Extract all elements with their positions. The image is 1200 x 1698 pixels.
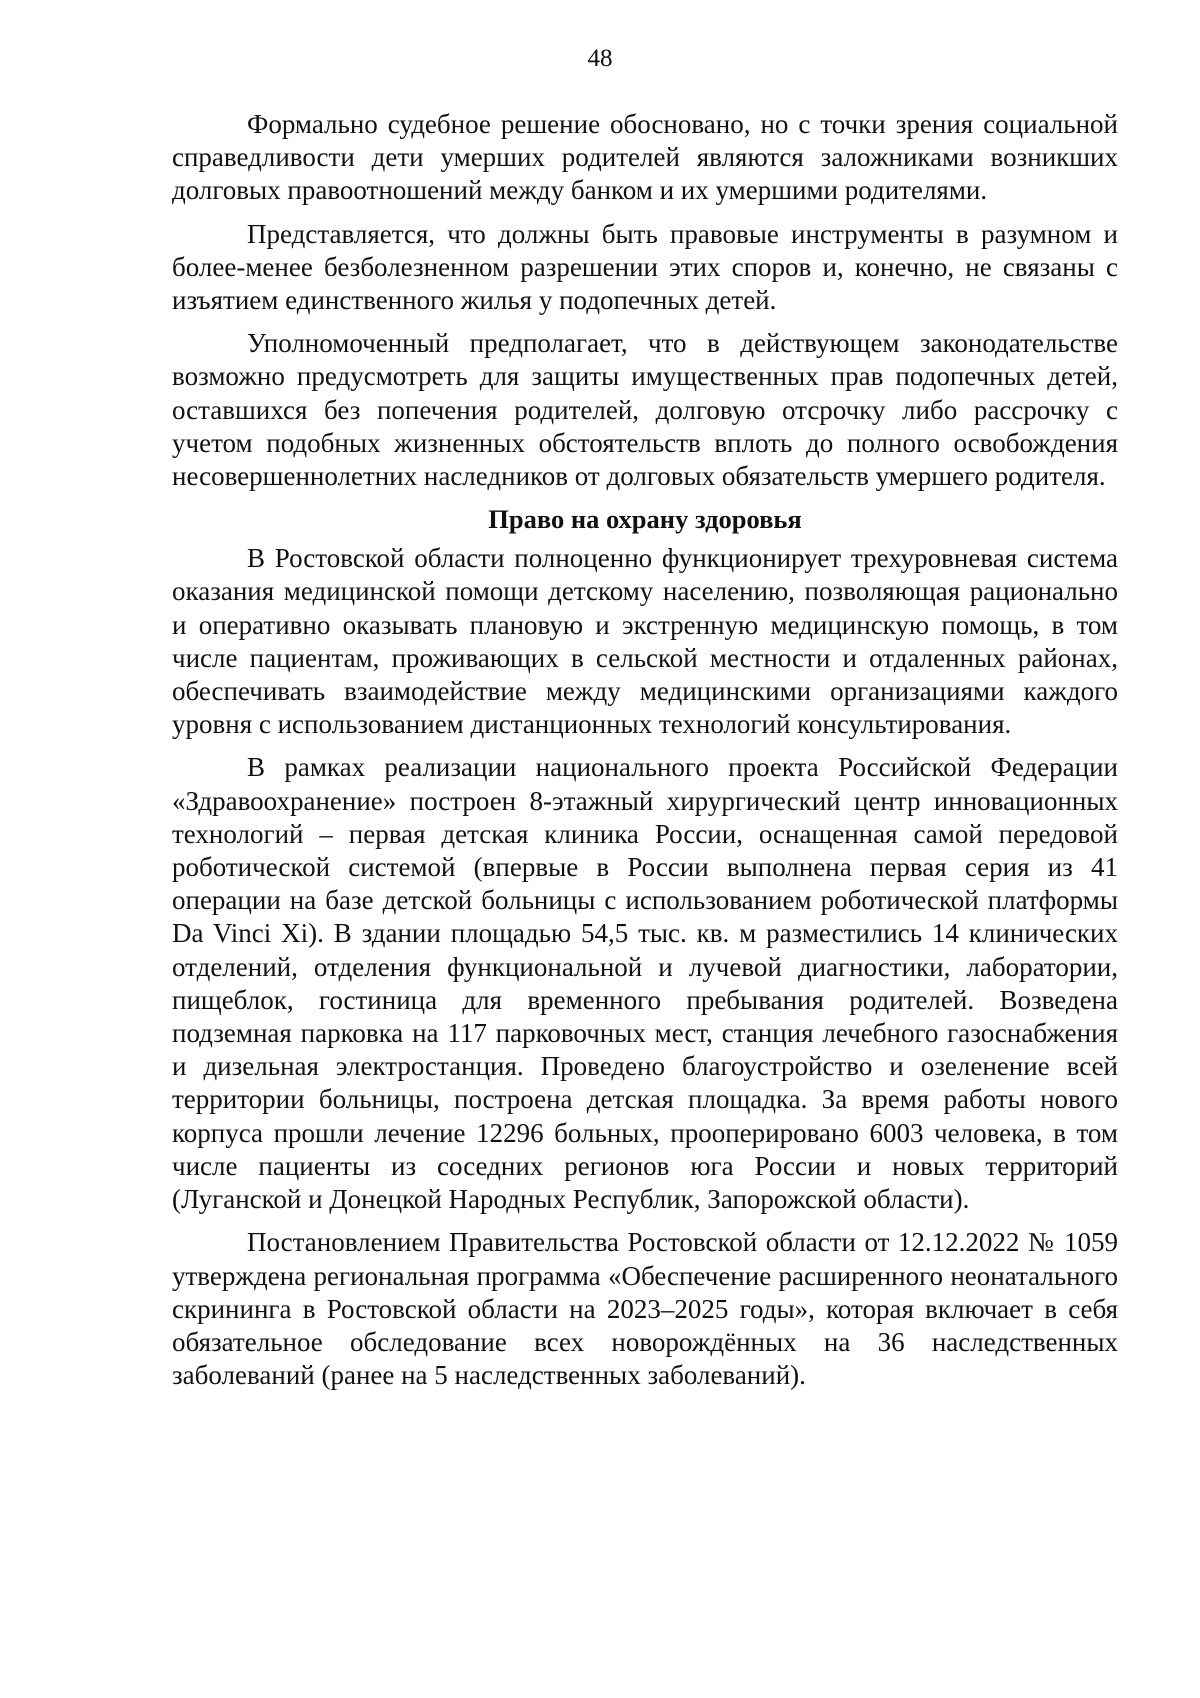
section-heading: Право на охрану здоровья (488, 504, 802, 535)
paragraph-surgical-center: В рамках реализации национального проекта Российской Федерации «Здравоохранение» построен 8-этажный хирургический центр инновационных технологий – первая детская клиника России, оснащенная самой передовой роботической системой (впервые в России выполнена первая серия из 41 операции на базе детской больницы с использованием роботической платформы Da Vinci Xi). В здании площадью 54,5 тыс. кв. м разместились 14 клинических отделений, отделения функциональной и лучевой диагностики, лаборатории, пищеблок, гостиница для временного пребывания родителей. Возведена подземная парковка на 117 парковочных мест, станция лечебного газоснабжения и дизельная электростанция. Проведено благоустройство и озеленение всей территории больницы, построена детская площадка. За время работы нового корпуса прошли лечение 12296 больных, прооперировано 6003 человека, в том числе пациенты из соседних регионов юга России и новых территорий (Луганской и Донецкой Народных Республик, Запорожской области). (172, 752, 1118, 1215)
paragraph-neonatal-screening: Постановлением Правительства Ростовской области от 12.12.2022 № 1059 утверждена региональная программа «Обеспечение расширенного неонатального скрининга в Ростовской области на 2023–2025 годы», которая включает в себя обязательное обследование всех новорождённых на 36 наследственных заболеваний (ранее на 5 наследственных заболеваний). (172, 1227, 1118, 1391)
paragraph-legal-instruments: Представляется, что должны быть правовые инструменты в разумном и более-менее безболезненном разрешении этих споров и, конечно, не связаны с изъятием единственного жилья у подопечных детей. (172, 218, 1118, 316)
paragraph-ombudsman-proposal: Уполномоченный предполагает, что в действующем законодательстве возможно предусмотреть для защиты имущественных прав подопечных детей, оставшихся без попечения родителей, долговую отсрочку либо рассрочку с учетом подобных жизненных обстоятельств вплоть до полного освобождения несовершеннолетних наследников от долговых обязательств умершего родителя. (172, 328, 1118, 492)
document-body (172, 108, 1118, 1402)
paragraph-court-decision: Формально судебное решение обосновано, но с точки зрения социальной справедливости дети умерших родителей являются заложниками возникших долговых правоотношений между банком и их умершими родителями. (172, 109, 1118, 206)
page-number: 48 (587, 45, 613, 72)
paragraph-medical-system: В Ростовской области полноценно функционирует трехуровневая система оказания медицинской помощи детскому населению, позволяющая рационально и оперативно оказывать плановую и экстренную медицинскую помощь, в том числе пациентам, проживающих в сельской местности и отдаленных районах, обеспечивать взаимодействие между медицинскими организациями каждого уровня с использованием дистанционных технологий консультирования. (172, 543, 1118, 740)
